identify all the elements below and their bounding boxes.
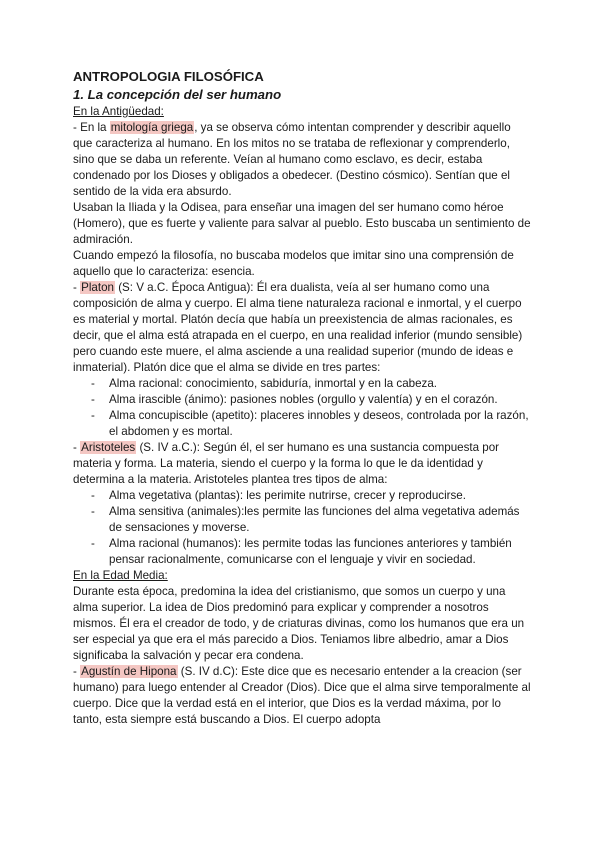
aristoteles-list bbox=[73, 488, 533, 568]
paragraph-text: (S. IV d.C): Este dice que es necesario entender a la creacion (ser humano) para luego entender al Creador (Dios). Dice que el alma sirve temporalmente al cuerpo. Dice que la verdad está en el interior, que Dios es la verdad máxima, por lo tanto, esta siempre está buscando a Dios. El cuerpo adopta bbox=[73, 665, 531, 726]
list-item: - Alma racional (humanos): les permite todas las funciones anteriores y también pensar racionalmente, comunicarse con el lenguaje y vivir en sociedad. bbox=[109, 536, 533, 568]
highlight-agustin: Agustín de Hipona bbox=[81, 665, 177, 678]
paragraph-text: , ya se observa cómo intentan comprender y describir aquello que caracteriza al humano. En los mitos no se trataba de reflexionar y comprenderlo, sino que se daba un referente. Veían al humano como esclavo, es decir, estaba condenado por los Dioses y obligados a obedecer. (Destino cósmico). Sentían que el sentido de la vida era absurdo. bbox=[73, 121, 511, 198]
iliada-paragraph: Usaban la Iliada y la Odisea, para enseñar una imagen del ser humano como héroe (Homero), que es fuerte y valiente para salvar al pueblo. Esto buscaba un sentimiento de admiración. bbox=[73, 201, 531, 246]
highlight-mitologia: mitología griega bbox=[110, 121, 194, 134]
paragraph-prefix: - En la bbox=[73, 121, 110, 134]
highlight-platon: Platon bbox=[81, 281, 114, 294]
paragraph-prefix: - bbox=[73, 281, 81, 294]
filosofia-paragraph: Cuando empezó la filosofía, no buscaba modelos que imitar sino una comprensión de aquello que lo caracteriza: esencia. bbox=[73, 249, 514, 278]
highlight-aristoteles: Aristoteles bbox=[81, 441, 136, 454]
list-item: - Alma sensitiva (animales):les permite las funciones del alma vegetativa además de sensaciones y moverse. bbox=[109, 504, 533, 536]
paragraph-text: (S: V a.C. Época Antigua): Él era dualista, veía al ser humano como una composición de alma y cuerpo. El alma tiene naturaleza racional e inmortal, y el cuerpo es material y mortal. Platón decía que había un preexistencia de almas racionales, es decir, que el alma está atrapada en el cuerpo, en una realidad inferior (mundo sensible) pero cuando este muere, el alma asciende a una realidad superior (mundo de ideas e inmaterial). Platón dice que el alma se divide en tres partes: bbox=[73, 281, 523, 374]
edad-media-heading: En la Edad Media: bbox=[73, 569, 168, 582]
paragraph-text: (S. IV a.C.): Según él, el ser humano es una sustancia compuesta por materia y forma. La materia, siendo el cuerpo y la forma lo que le da identidad y determina a la materia. Aristoteles plantea tres tipos de alma: bbox=[73, 441, 500, 486]
antiguedad-heading: En la Antigüedad: bbox=[73, 105, 164, 118]
paragraph-prefix: - bbox=[73, 665, 81, 678]
platon-paragraph bbox=[73, 280, 533, 376]
agustin-paragraph bbox=[73, 664, 533, 728]
section-title: 1. La concepción del ser humano bbox=[73, 87, 282, 102]
document-title: ANTROPOLOGIA FILOSÓFICA bbox=[73, 69, 264, 84]
paragraph-prefix: - bbox=[73, 441, 81, 454]
platon-list bbox=[73, 376, 533, 440]
list-item: - Alma concupiscible (apetito): placeres innobles y deseos, controlada por la razón, el abdomen y es mortal. bbox=[109, 408, 533, 440]
aristoteles-paragraph bbox=[73, 440, 533, 488]
list-item: - Alma racional: conocimiento, sabiduría, inmortal y en la cabeza. bbox=[109, 376, 533, 392]
mitologia-paragraph bbox=[73, 120, 533, 200]
document-page bbox=[73, 68, 533, 728]
list-item: - Alma vegetativa (plantas): les perimite nutrirse, crecer y reproducirse. bbox=[109, 488, 533, 504]
list-item: - Alma irascible (ánimo): pasiones nobles (orgullo y valentía) y en el corazón. bbox=[109, 392, 533, 408]
cristianismo-paragraph: Durante esta época, predomina la idea del cristianismo, que somos un cuerpo y una alma superior. La idea de Dios predominó para explicar y comprender a nosotros mismos. Él era el creador de todo, y de criaturas divinas, como los humanos que era un ser especial ya que era el más parecido a Dios. Teniamos libre albedrio, amar a Dios significaba la salvación y pecar era condena. bbox=[73, 585, 525, 662]
